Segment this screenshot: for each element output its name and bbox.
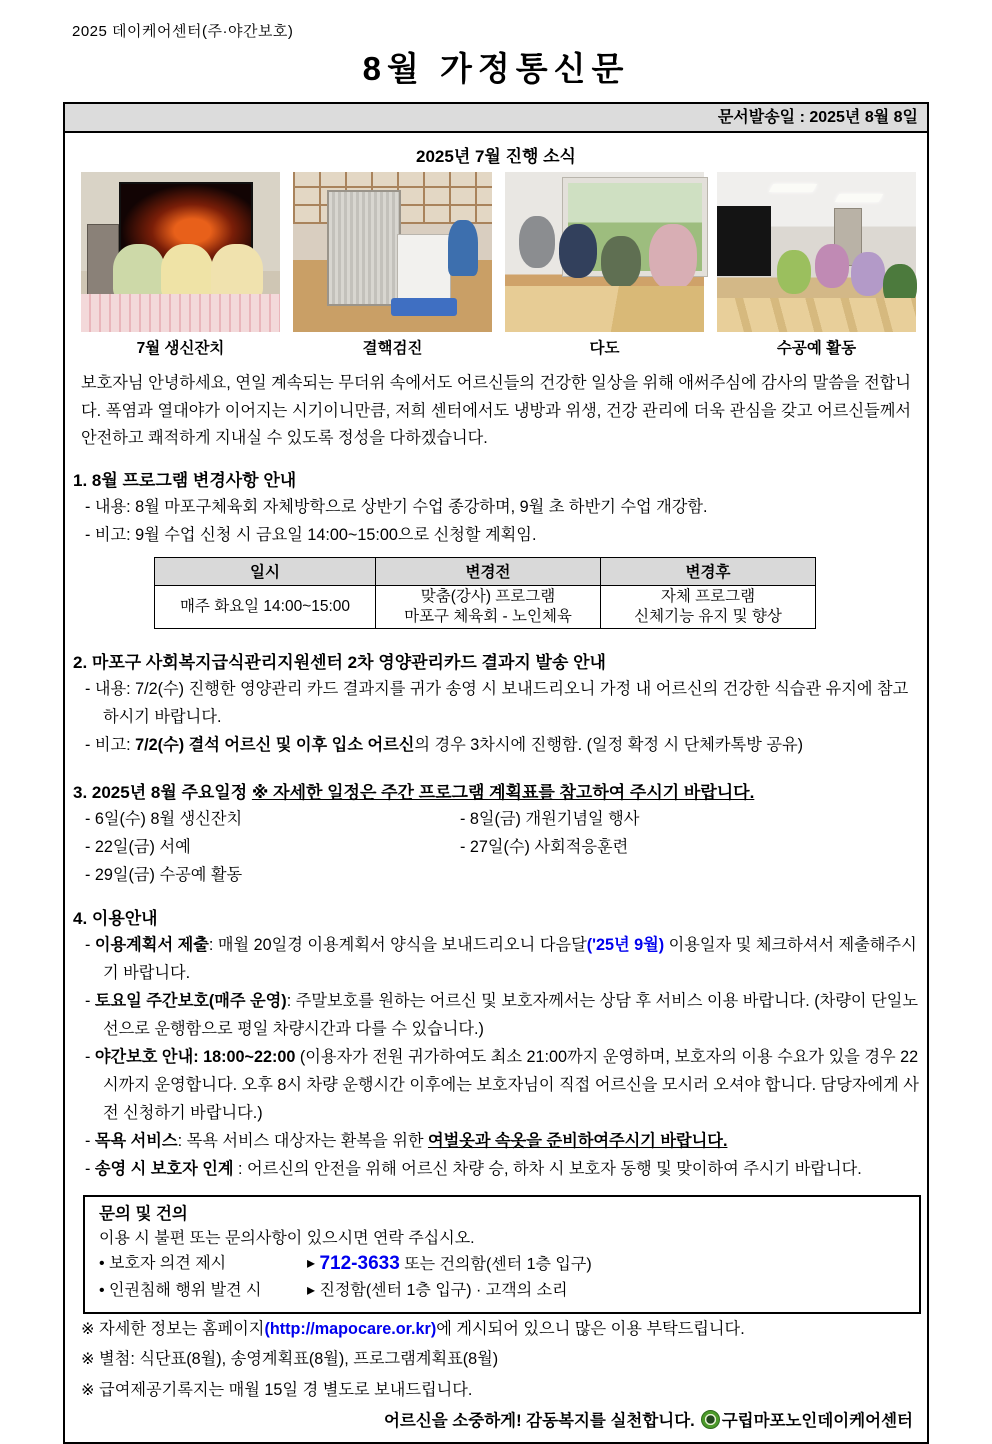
photo-handicraft [717, 172, 916, 332]
photo-strip [81, 172, 913, 332]
footer-note-records: ※ 급여제공기록지는 매월 15일 경 별도로 보내드립니다. [81, 1380, 473, 1399]
contact-row-rights: • 인권침해 행위 발견 시 ▸ 진정함(센터 1층 입구) · 고객의 소리 [99, 1278, 905, 1304]
photo-captions [81, 336, 913, 358]
section1-item: - 비고: 9월 수업 신청 시 금요일 14:00~15:00으로 신청할 계획임. [85, 525, 537, 544]
schedule-item: - 29일(금) 수공예 활동 [85, 865, 243, 884]
table-header-before: 변경전 [376, 557, 601, 585]
photo-caption: 다도 [589, 340, 620, 357]
table-row [155, 585, 816, 628]
arrow-icon: ▸ [307, 1254, 316, 1272]
schedule-item [460, 861, 921, 889]
schedule-item: - 27일(수) 사회적응훈련 [460, 837, 629, 856]
cell-when: 매주 화요일 14:00~15:00 [155, 585, 376, 628]
arrow-icon: ▸ [307, 1281, 316, 1299]
doc-send-date: 문서발송일 : 2025년 8월 8일 [65, 104, 927, 133]
schedule-item: - 6일(수) 8월 생신잔치 [85, 809, 243, 828]
august-schedule-list [85, 805, 921, 889]
homepage-link[interactable]: (http://mapocare.or.kr) [264, 1319, 437, 1338]
section1-heading: 1. 8월 프로그램 변경사항 안내 [73, 470, 297, 490]
table-header-after: 변경후 [601, 557, 816, 585]
section1-item: - 내용: 8월 마포구체육회 자체방학으로 상반기 수업 종강하며, 9월 초 하반기 수업 개강함. [85, 497, 708, 516]
cell-after: 자체 프로그램 신체기능 유지 및 향상 [601, 585, 816, 628]
main-border-box [63, 102, 929, 1444]
contact-box [83, 1195, 921, 1314]
program-change-table [154, 557, 816, 629]
usage-item-saturday: - 토요일 주간보호(매주 운영): 주말보호를 원하는 어르신 및 보호자께서는 상담 후 서비스 이용 바랍니다. (차량이 단일노선으로 운행함으로 평일 차량시간과 다를 수 있습니다.) [85, 991, 918, 1038]
footer-note-homepage: ※ 자세한 정보는 홈페이지(http://mapocare.or.kr)에 게시되어 있으니 많은 이용 부탁드립니다. [81, 1319, 745, 1338]
photo-birthday-party [81, 172, 280, 332]
usage-item-night-care: - 야간보호 안내: 18:00~22:00 (이용자가 전원 귀가하여도 최소 21:00까지 운영하며, 보호자의 이용 수요가 있을 경우 22시까지 운영합니다. 오후 8시 차량 운행시간 이후에는 보호자님이 직접 어르신을 모시러 오셔야 합니다. 담당자에게 사전 신청하기 바랍니다.) [85, 1047, 919, 1122]
center-logo-icon [701, 1410, 720, 1429]
page-title: 8월 가정통신문 [362, 50, 630, 87]
usage-item-bath: - 목욕 서비스: 목욕 서비스 대상자는 환복을 위한 여벌옷과 속옷을 준비하여주시기 바랍니다. [85, 1131, 728, 1150]
phone-number[interactable]: 712-3633 [319, 1252, 400, 1274]
usage-item-handover: - 송영 시 보호자 인계 : 어르신의 안전을 위해 어르신 차량 승, 하차 시 보호자 동행 및 맞이하여 주시기 바랍니다. [85, 1159, 862, 1178]
section2-heading: 2. 마포구 사회복지급식관리지원센터 2차 영양관리카드 결과지 발송 안내 [73, 652, 606, 672]
photo-tb-screening [293, 172, 492, 332]
contact-desc: 이용 시 불편 또는 문의사항이 있으시면 연락 주십시오. [99, 1229, 475, 1247]
photo-caption: 수공예 활동 [776, 340, 857, 357]
bullet-item: • 보호자 의견 제시 [99, 1254, 227, 1272]
photo-tea-ceremony [505, 172, 704, 332]
photo-caption: 결핵검진 [362, 340, 423, 357]
news-section-title: 2025년 7월 진행 소식 [416, 147, 576, 166]
section3-heading: 3. 2025년 8월 주요일정 ※ 자세한 일정은 주간 프로그램 계획표를 참고하여 주시기 바랍니다. [73, 782, 755, 802]
photo-caption: 7월 생신잔치 [136, 340, 225, 357]
cell-before: 맞춤(강사) 프로그램 마포구 체육회 - 노인체육 [376, 585, 601, 628]
schedule-item: - 8일(금) 개원기념일 행사 [460, 809, 640, 828]
footer-note-attachments: ※ 별첨: 식단표(8월), 송영계획표(8월), 프로그램계획표(8월) [81, 1350, 499, 1368]
table-header-when: 일시 [155, 557, 376, 585]
bullet-item: • 인권침해 행위 발견 시 [99, 1281, 262, 1299]
footer-slogan: 어르신을 소중하게! 감동복지를 실천합니다. 구립마포노인데이케어센터 [383, 1412, 913, 1430]
center-name: 구립마포노인데이케어센터 [721, 1412, 913, 1430]
schedule-item: - 22일(금) 서예 [85, 837, 191, 856]
contact-row-opinion: • 보호자 의견 제시 ▸ 712-3633 또는 건의함(센터 1층 입구) [99, 1251, 905, 1278]
section2-item: - 내용: 7/2(수) 진행한 영양관리 카드 결과지를 귀가 송영 시 보내드리오니 가정 내 어르신의 건강한 식습관 유지에 참고하시기 바랍니다. [85, 679, 909, 726]
intro-paragraph: 보호자님 안녕하세요, 연일 계속되는 무더위 속에서도 어르신들의 건강한 일상을 위해 애써주심에 감사의 말씀을 전합니다. 폭염과 열대야가 이어지는 시기이니만큼, 저희 센터에서도 냉방과 위생, 건강 관리에 더욱 관심을 갖고 어르신들께서 안전하고 쾌적하게 지내실 수 있도록 정성을 다하겠습니다. [81, 374, 911, 447]
header-left-label: 2025 데이케어센터(주·야간보호) [72, 23, 294, 40]
section4-heading: 4. 이용안내 [73, 908, 158, 928]
section2-item: - 비고: 7/2(수) 결석 어르신 및 이후 입소 어르신의 경우 3차시에 진행함. (일정 확정 시 단체카톡방 공유) [85, 735, 803, 754]
contact-title: 문의 및 건의 [99, 1204, 188, 1223]
usage-item-plan: - 이용계획서 제출: 매월 20일경 이용계획서 양식을 보내드리오니 다음달('25년 9월) 이용일자 및 체크하셔서 제출해주시기 바랍니다. [85, 935, 917, 982]
box-content [65, 142, 927, 1442]
